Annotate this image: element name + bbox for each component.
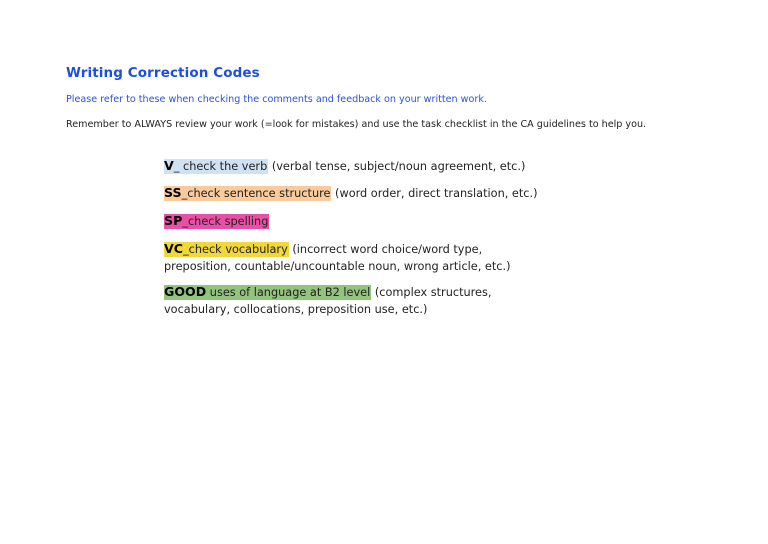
code-highlight-sp: [164, 214, 269, 229]
code-label-v: _ check the verb: [173, 160, 268, 173]
code-abbr-v: V: [164, 158, 174, 173]
code-item-ss: [164, 184, 584, 202]
code-label-ss: _check sentence structure: [181, 187, 331, 200]
code-abbr-good: GOOD: [164, 284, 207, 299]
code-item-v: [164, 157, 584, 175]
code-label-vc: _check vocabulary: [183, 243, 288, 256]
code-desc-good: (complex structures, vocabulary, collocations, preposition use, etc.): [164, 286, 492, 316]
code-desc-v: (verbal tense, subject/noun agreement, etc.): [268, 160, 526, 173]
reminder-text: Remember to ALWAYS review your work (=look for mistakes) and use the task checklist in the CA guidelines to help you.: [66, 119, 647, 130]
code-item-vc: [164, 240, 544, 275]
code-label-sp: _check spelling: [182, 215, 269, 228]
code-abbr-vc: VC: [164, 241, 183, 256]
code-desc-vc: (incorrect word choice/word type, preposition, countable/uncountable noun, wrong article, etc.): [164, 243, 511, 273]
code-highlight-ss: [164, 186, 331, 201]
intro-text: Please refer to these when checking the comments and feedback on your written work.: [66, 94, 487, 105]
code-abbr-sp: SP: [164, 213, 183, 228]
code-highlight-vc: [164, 242, 289, 257]
code-highlight-good: [164, 285, 371, 300]
code-desc-ss: (word order, direct translation, etc.): [331, 187, 538, 200]
code-item-sp: [164, 212, 584, 230]
code-abbr-ss: SS: [164, 185, 182, 200]
code-item-good: [164, 283, 544, 318]
document-title: Writing Correction Codes: [66, 65, 260, 81]
code-highlight-v: [164, 159, 268, 174]
code-label-good: uses of language at B2 level: [206, 286, 371, 299]
